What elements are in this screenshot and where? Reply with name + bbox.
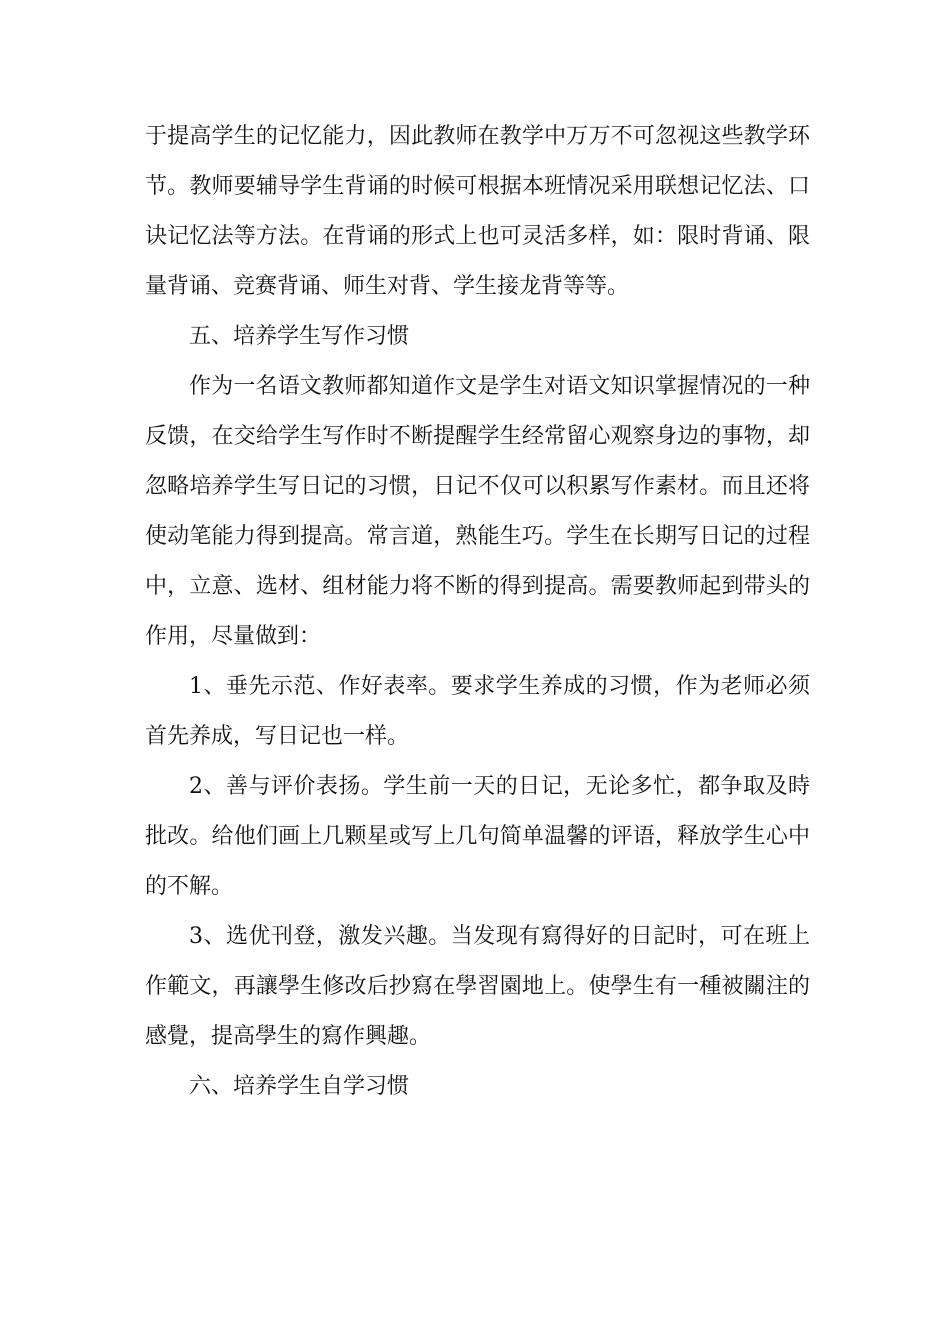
paragraph-item-1: 1、垂先示范、作好表率。要求学生养成的习惯，作为老师必须首先养成，写日记也一样。: [145, 674, 810, 749]
paragraph-item-3: 3、选优刊登，激发兴趣。当发现有寫得好的日記时，可在班上作範文，再讓學生修改后抄寫在學習園地上。使學生有一種被關注的感覺，提高學生的寫作興趣。: [145, 924, 810, 1049]
paragraph-item-2: 2、善与评价表扬。学生前一天的日记，无论多忙，都争取及時批改。给他们画上几颗星或写上几句简单温馨的评语，释放学生心中的不解。: [145, 774, 810, 899]
paragraph-memory-continuation: 于提高学生的记忆能力，因此教师在教学中万万不可忽视这些教学环节。教师要辅导学生背诵的时候可根据本班情况采用联想记忆法、口诀记忆法等方法。在背诵的形式上也可灵活多样，如：限时背诵、限量背诵、竞赛背诵、师生对背、学生接龙背等等。: [145, 124, 810, 299]
section-heading-self-study-habits: 六、培养学生自学习惯: [189, 1074, 410, 1099]
paragraph-writing-intro: 作为一名语文教师都知道作文是学生对语文知识掌握情况的一种反馈，在交给学生写作时不断提醒学生经常留心观察身边的事物，却忽略培养学生写日记的习惯，日记不仅可以积累写作素材。而且还将使动笔能力得到提高。常言道，熟能生巧。学生在长期写日记的过程中，立意、选材、组材能力将不断的得到提高。需要教师起到带头的作用，尽量做到：: [145, 374, 810, 649]
document-body: [145, 112, 810, 1112]
section-heading-writing-habits: 五、培养学生写作习惯: [189, 324, 410, 349]
